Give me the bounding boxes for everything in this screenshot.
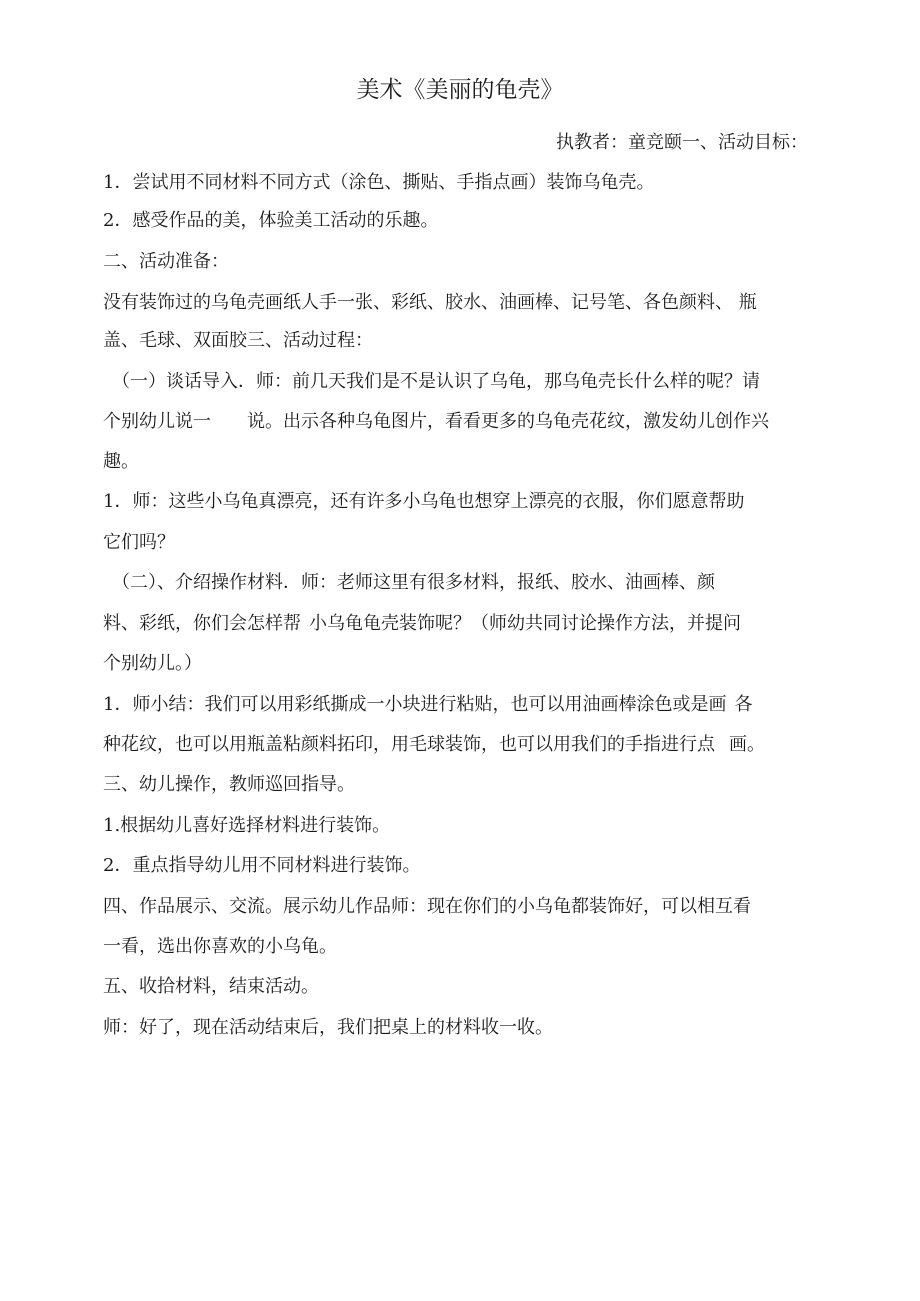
author-line: 执教者：童竞颐一、活动目标：: [556, 132, 808, 153]
summary-line-2a: 种花纹，也可以用瓶盖粘颜料拓印，用毛球装饰，也可以用我们的手指进行点: [103, 734, 715, 755]
summary-line-2: [103, 731, 765, 759]
section-3-heading: 三、幼儿操作，教师巡回指导。: [103, 774, 355, 795]
summary-line-1a: 1．师小结：我们可以用彩纸撕成一小块进行粘贴，也可以用油画棒涂色或是画: [103, 694, 727, 715]
summary-line-2b: 画。: [729, 734, 765, 755]
step2-line-2: [103, 610, 741, 638]
step1-line-2: [103, 408, 769, 436]
closing-line: 师：好了，现在活动结束后，我们把桌上的材料收一收。: [103, 1017, 553, 1038]
section-4-line-1: 四、作品展示、交流。展示幼儿作品师：现在你们的小乌龟都装饰好，可以相互看: [103, 896, 751, 917]
step2-line-3: 个别幼儿。）: [103, 653, 202, 674]
objective-1: 1．尝试用不同材料不同方式（涂色、撕贴、手指点画）装饰乌龟壳。: [103, 172, 655, 193]
summary-line-1: [103, 691, 752, 719]
objective-2: 2．感受作品的美，体验美工活动的乐趣。: [103, 210, 439, 231]
summary-line-1b: 各: [734, 694, 753, 715]
step1-question-line-1: 1．师：这些小乌龟真漂亮，还有许多小乌龟也想穿上漂亮的衣服，你们愿意帮助: [103, 491, 745, 512]
step1-line-3: 趣。: [103, 451, 139, 472]
step1-line-2a: 个别幼儿说一: [103, 411, 211, 432]
step2-line-1: （二）、介绍操作材料．师：老师这里有很多材料，报纸、胶水、油画棒、颜: [112, 572, 715, 593]
section-2-heading: 二、活动准备：: [103, 251, 229, 272]
operation-2: 2．重点指导幼儿用不同材料进行装饰。: [103, 855, 421, 876]
step1-line-2b: 说。出示各种乌龟图片，看看更多的乌龟壳花纹，激发幼儿创作兴: [247, 411, 769, 432]
document-title: 美术《美丽的龟壳》: [356, 77, 564, 103]
materials-line-2: 盖、毛球、双面胶三、活动过程：: [103, 330, 373, 351]
section-5-heading: 五、收拾材料，结束活动。: [103, 976, 319, 997]
step2-line-2a: 料、彩纸，你们会怎样帮: [103, 613, 301, 634]
operation-1: 1.根据幼儿喜好选择材料进行装饰。: [103, 815, 391, 836]
materials-line-1: 没有装饰过的乌龟壳画纸人手一张、彩纸、胶水、油画棒、记号笔、各色颜料、 瓶: [103, 292, 757, 313]
step1-line-1: （一）谈话导入．师：前几天我们是不是认识了乌龟，那乌龟壳长什么样的呢？请: [112, 371, 760, 392]
step2-line-2b: 小乌龟龟壳装饰呢？（师幼共同讨论操作方法，并提问: [309, 613, 741, 634]
section-4-line-2: 一看，选出你喜欢的小乌龟。: [103, 936, 337, 957]
step1-question-line-2: 它们吗？: [103, 532, 175, 553]
